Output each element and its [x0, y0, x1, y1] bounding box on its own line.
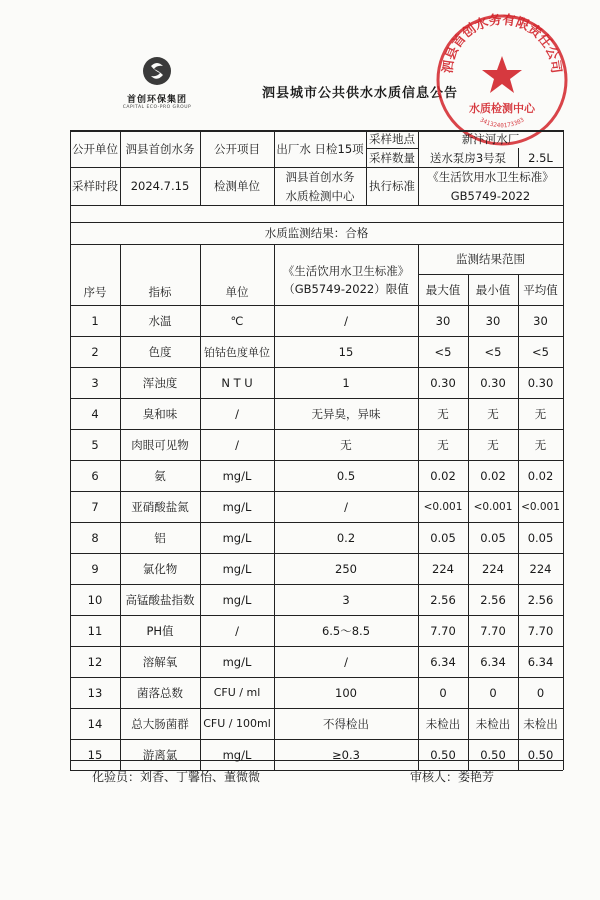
cell-avg: <5 [532, 344, 549, 359]
cell-name: 浑浊度 [142, 375, 178, 390]
cell-avg: 0.05 [527, 530, 554, 545]
item-value: 出厂水 日检15项 [276, 141, 364, 156]
cell-min: <0.001 [473, 500, 513, 513]
company-logo-icon [142, 56, 172, 86]
cell-unit: mg/L [222, 499, 252, 514]
cell-max: 0.30 [430, 375, 456, 390]
cell-avg: 2.56 [527, 592, 554, 607]
cell-no: 10 [87, 592, 103, 607]
lab-line2: 水质检测中心 [285, 188, 355, 203]
site-detail: 送水泵房3号泵 [429, 150, 507, 165]
col-unit: 单位 [225, 285, 249, 299]
cell-min: 224 [482, 561, 504, 576]
col-limit-line1: 《生活饮用水卫生标准》 [282, 264, 410, 278]
cell-name: 溶解氧 [142, 654, 178, 669]
cell-max: 2.56 [430, 592, 456, 607]
cell-limit: 1 [342, 375, 350, 390]
count-value: 2.5L [528, 150, 553, 165]
cell-min: 0.05 [480, 530, 506, 545]
cell-no: 6 [91, 468, 99, 483]
cell-no: 3 [91, 375, 99, 390]
cell-avg: 224 [529, 561, 552, 576]
grid-line [563, 305, 564, 770]
cell-avg: 未检出 [523, 716, 558, 731]
cell-min: <5 [484, 344, 502, 359]
cell-min: 6.34 [480, 654, 506, 669]
grid-line [563, 244, 564, 305]
cell-no: 9 [91, 561, 99, 576]
cell-name: 氯化物 [142, 561, 178, 576]
cell-limit: 100 [335, 685, 357, 700]
grid-line [563, 130, 564, 205]
cell-limit: 无异臭，异味 [311, 406, 381, 421]
standard-label: 执行标准 [369, 179, 415, 193]
cell-min: 2.56 [480, 592, 506, 607]
cell-limit: 3 [342, 592, 350, 607]
cell-min: 0 [489, 685, 497, 700]
standard-line2: GB5749-2022 [450, 188, 531, 203]
cell-min: 0.50 [480, 747, 506, 762]
col-min: 最小值 [475, 282, 511, 297]
tester-names: 刘香、丁馨怡、董微微 [140, 770, 261, 784]
col-avg: 平均值 [523, 282, 558, 297]
reviewer-line [410, 768, 494, 785]
cell-unit: CFU / 100ml [203, 717, 271, 730]
cell-no: 7 [91, 499, 99, 514]
cell-min: 无 [487, 406, 499, 421]
cell-limit: 15 [338, 344, 354, 359]
cell-name: 水温 [148, 313, 172, 328]
cell-no: 2 [91, 344, 99, 359]
cell-name: 肉眼可见物 [131, 437, 189, 452]
cell-name: PH值 [146, 623, 174, 638]
cell-avg: 0 [536, 685, 545, 700]
cell-min: 未检出 [475, 716, 511, 731]
cell-unit: mg/L [222, 747, 252, 762]
cell-max: 无 [437, 406, 449, 421]
cell-name: 菌落总数 [137, 685, 183, 700]
cell-name: 色度 [148, 344, 172, 359]
col-max: 最大值 [425, 282, 461, 297]
col-limit-line2: （GB5749-2022）限值 [283, 282, 409, 296]
lab-line1: 泗县首创水务 [285, 169, 355, 184]
cell-min: 0.30 [480, 375, 506, 390]
reviewer-name: 娄艳芳 [458, 770, 495, 784]
cell-limit: ≥0.3 [332, 747, 360, 762]
cell-max: 未检出 [425, 716, 461, 731]
publisher-label: 公开单位 [72, 141, 118, 156]
company-name: 首创环保集团 [126, 95, 187, 105]
cell-max: 0 [439, 685, 447, 700]
cell-no: 14 [87, 716, 103, 731]
svg-text:3413240173303: 3413240173303 [478, 116, 526, 130]
site-label: 采样地点 [369, 132, 415, 146]
site-value: 新汴河水厂 [461, 132, 520, 146]
cell-max: 7.70 [430, 623, 456, 638]
cell-unit: / [235, 406, 239, 421]
cell-no: 8 [91, 530, 99, 545]
standard-line1: 《生活饮用水卫生标准》 [427, 169, 554, 184]
cell-avg: <0.001 [521, 500, 560, 513]
cell-avg: 6.34 [527, 654, 554, 669]
period-value: 2024.7.15 [130, 179, 190, 193]
cell-limit: 无 [340, 437, 352, 452]
cell-avg: 30 [533, 313, 548, 328]
cell-unit: mg/L [222, 468, 252, 483]
seal-star-icon [482, 56, 522, 93]
cell-unit: CFU / ml [213, 686, 261, 699]
tester-line [92, 768, 260, 785]
cell-max: 224 [432, 561, 454, 576]
cell-unit: / [235, 623, 239, 638]
cell-name: 臭和味 [142, 406, 178, 421]
cell-max: 0.50 [430, 747, 456, 762]
cell-name: 铝 [154, 530, 166, 545]
count-label: 采样数量 [369, 150, 415, 165]
cell-avg: 7.70 [527, 623, 554, 638]
cell-limit: / [344, 499, 348, 514]
cell-unit: mg/L [222, 654, 252, 669]
item-label: 公开项目 [214, 141, 260, 156]
cell-max: <0.001 [423, 500, 463, 513]
cell-name: 亚硝酸盐氮 [131, 499, 189, 514]
cell-avg: 无 [534, 437, 547, 452]
cell-max: 30 [435, 313, 451, 328]
cell-no: 15 [87, 747, 103, 762]
cell-min: 0.02 [480, 468, 506, 483]
cell-max: 6.34 [430, 654, 456, 669]
cell-unit: 铂钴色度单位 [204, 345, 270, 359]
col-no: 序号 [83, 285, 107, 299]
cell-no: 11 [87, 623, 103, 638]
cell-name: 氨 [154, 468, 166, 483]
cell-unit: / [235, 437, 239, 452]
cell-unit: mg/L [222, 530, 252, 545]
cell-max: 0.02 [430, 468, 456, 483]
col-name: 指标 [148, 285, 172, 299]
cell-min: 30 [485, 313, 501, 328]
cell-no: 12 [87, 654, 103, 669]
lab-label: 检测单位 [214, 179, 260, 193]
period-label: 采样时段 [72, 179, 118, 193]
grid-line [563, 205, 564, 244]
cell-unit: mg/L [222, 592, 252, 607]
grid-line [70, 205, 563, 206]
cell-limit: 250 [335, 561, 357, 576]
reviewer-label: 审核人： [410, 770, 459, 784]
company-name-en: CAPITAL ECO-PRO GROUP [122, 105, 192, 110]
tester-label: 化验员： [92, 770, 141, 784]
cell-limit: 不得检出 [323, 716, 369, 731]
cell-max: 0.05 [430, 530, 456, 545]
cell-limit: 6.5～8.5 [321, 623, 371, 638]
cell-avg: 0.50 [527, 747, 554, 762]
cell-unit: ℃ [230, 313, 244, 328]
company-logo [118, 56, 196, 110]
cell-limit: 0.2 [336, 530, 356, 545]
col-range-group: 监测结果范围 [456, 252, 525, 266]
cell-no: 1 [91, 313, 99, 328]
cell-unit: mg/L [222, 561, 252, 576]
cell-max: 无 [437, 437, 449, 452]
cell-limit: / [344, 654, 348, 669]
cell-name: 高锰酸盐指数 [125, 592, 195, 607]
cell-min: 7.70 [480, 623, 506, 638]
cell-avg: 0.30 [527, 375, 554, 390]
official-seal [432, 10, 572, 150]
cell-limit: 0.5 [336, 468, 356, 483]
cell-max: <5 [434, 344, 452, 359]
publisher-value: 泗县首创水务 [125, 141, 195, 156]
cell-name: 游离氯 [142, 747, 178, 762]
cell-avg: 0.02 [527, 468, 554, 483]
cell-no: 4 [91, 406, 99, 421]
svg-text:水质检测中心: 水质检测中心 [469, 102, 535, 115]
page-title: 泗县城市公共供水水质信息公告 [261, 86, 458, 101]
cell-name: 总大肠菌群 [131, 716, 189, 731]
cell-min: 无 [487, 437, 499, 452]
cell-avg: 无 [534, 406, 547, 421]
cell-unit: N T U [221, 375, 253, 390]
cell-limit: / [344, 313, 348, 328]
result-summary: 水质监测结果：合格 [264, 226, 369, 240]
cell-no: 5 [91, 437, 99, 452]
cell-no: 13 [87, 685, 103, 700]
svg-text:泗县首创水务有限责任公司: 泗县首创水务有限责任公司 [440, 12, 564, 75]
